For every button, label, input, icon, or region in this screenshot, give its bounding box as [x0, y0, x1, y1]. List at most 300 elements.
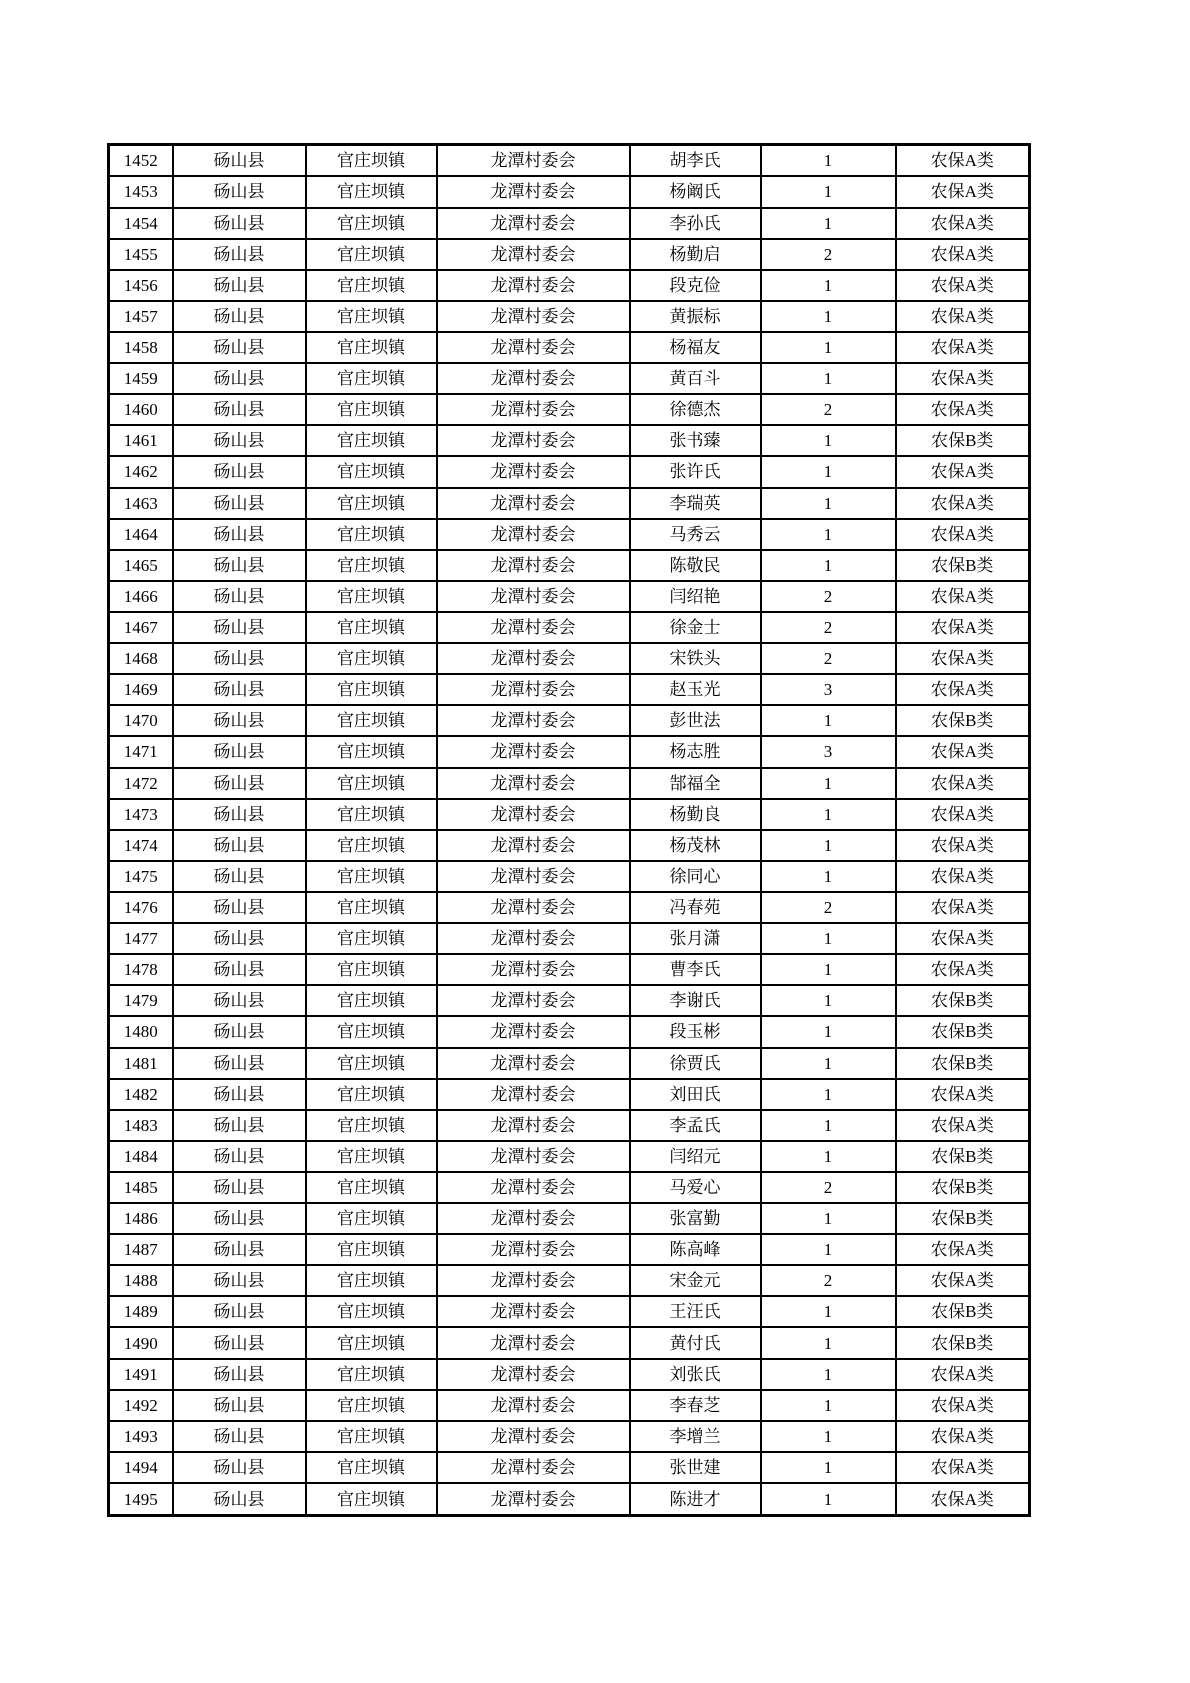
cell-town: 官庄坝镇	[306, 1016, 437, 1047]
cell-village: 龙潭村委会	[437, 985, 630, 1016]
cell-name: 闫绍元	[630, 1141, 761, 1172]
cell-town: 官庄坝镇	[306, 332, 437, 363]
cell-name: 黄百斗	[630, 363, 761, 394]
table-row	[109, 985, 1030, 1016]
cell-town: 官庄坝镇	[306, 1359, 437, 1390]
table-row	[109, 425, 1030, 456]
cell-serial: 1486	[109, 1203, 173, 1234]
cell-county: 砀山县	[173, 643, 306, 674]
table-row	[109, 923, 1030, 954]
cell-county: 砀山县	[173, 456, 306, 487]
cell-category: 农保A类	[896, 301, 1030, 332]
cell-serial: 1463	[109, 488, 173, 519]
cell-town: 官庄坝镇	[306, 581, 437, 612]
cell-name: 李增兰	[630, 1421, 761, 1452]
cell-serial: 1466	[109, 581, 173, 612]
table-row	[109, 145, 1030, 177]
cell-county: 砀山县	[173, 736, 306, 767]
cell-serial: 1462	[109, 456, 173, 487]
cell-serial: 1465	[109, 550, 173, 581]
cell-name: 张世建	[630, 1452, 761, 1483]
cell-town: 官庄坝镇	[306, 1452, 437, 1483]
cell-county: 砀山县	[173, 861, 306, 892]
table-row	[109, 1327, 1030, 1358]
cell-category: 农保A类	[896, 612, 1030, 643]
cell-category: 农保A类	[896, 1234, 1030, 1265]
table-row	[109, 239, 1030, 270]
cell-county: 砀山县	[173, 892, 306, 923]
cell-name: 黄振标	[630, 301, 761, 332]
cell-town: 官庄坝镇	[306, 456, 437, 487]
cell-village: 龙潭村委会	[437, 892, 630, 923]
cell-village: 龙潭村委会	[437, 1265, 630, 1296]
table-row	[109, 363, 1030, 394]
cell-serial: 1456	[109, 270, 173, 301]
cell-count: 2	[761, 239, 896, 270]
cell-village: 龙潭村委会	[437, 176, 630, 207]
table-row	[109, 1390, 1030, 1421]
cell-county: 砀山县	[173, 768, 306, 799]
cell-village: 龙潭村委会	[437, 1452, 630, 1483]
cell-county: 砀山县	[173, 394, 306, 425]
cell-category: 农保B类	[896, 1016, 1030, 1047]
cell-name: 张富勤	[630, 1203, 761, 1234]
cell-count: 1	[761, 923, 896, 954]
cell-name: 杨福友	[630, 332, 761, 363]
cell-village: 龙潭村委会	[437, 861, 630, 892]
cell-town: 官庄坝镇	[306, 425, 437, 456]
cell-serial: 1454	[109, 208, 173, 239]
cell-name: 胡李氏	[630, 145, 761, 177]
cell-serial: 1474	[109, 830, 173, 861]
cell-category: 农保A类	[896, 394, 1030, 425]
cell-county: 砀山县	[173, 1421, 306, 1452]
cell-county: 砀山县	[173, 1359, 306, 1390]
cell-serial: 1468	[109, 643, 173, 674]
cell-county: 砀山县	[173, 1079, 306, 1110]
cell-category: 农保B类	[896, 550, 1030, 581]
cell-count: 1	[761, 1110, 896, 1141]
cell-county: 砀山县	[173, 145, 306, 177]
cell-name: 杨阚氏	[630, 176, 761, 207]
cell-name: 曹李氏	[630, 954, 761, 985]
cell-serial: 1472	[109, 768, 173, 799]
cell-village: 龙潭村委会	[437, 456, 630, 487]
cell-town: 官庄坝镇	[306, 550, 437, 581]
cell-village: 龙潭村委会	[437, 923, 630, 954]
cell-category: 农保B类	[896, 1141, 1030, 1172]
cell-name: 彭世法	[630, 705, 761, 736]
table-row	[109, 488, 1030, 519]
table-row	[109, 736, 1030, 767]
cell-town: 官庄坝镇	[306, 861, 437, 892]
cell-village: 龙潭村委会	[437, 1234, 630, 1265]
cell-category: 农保A类	[896, 674, 1030, 705]
cell-count: 2	[761, 892, 896, 923]
cell-town: 官庄坝镇	[306, 705, 437, 736]
cell-category: 农保A类	[896, 830, 1030, 861]
cell-category: 农保A类	[896, 1110, 1030, 1141]
cell-count: 1	[761, 208, 896, 239]
cell-category: 农保A类	[896, 519, 1030, 550]
cell-village: 龙潭村委会	[437, 1483, 630, 1515]
cell-village: 龙潭村委会	[437, 705, 630, 736]
table-row	[109, 456, 1030, 487]
cell-category: 农保B类	[896, 1327, 1030, 1358]
cell-county: 砀山县	[173, 425, 306, 456]
cell-county: 砀山县	[173, 176, 306, 207]
cell-category: 农保A类	[896, 1079, 1030, 1110]
table-row	[109, 301, 1030, 332]
cell-serial: 1477	[109, 923, 173, 954]
cell-serial: 1484	[109, 1141, 173, 1172]
cell-county: 砀山县	[173, 550, 306, 581]
cell-county: 砀山县	[173, 581, 306, 612]
cell-count: 1	[761, 705, 896, 736]
cell-serial: 1482	[109, 1079, 173, 1110]
cell-serial: 1493	[109, 1421, 173, 1452]
table-row	[109, 332, 1030, 363]
cell-village: 龙潭村委会	[437, 1296, 630, 1327]
cell-village: 龙潭村委会	[437, 1359, 630, 1390]
cell-count: 1	[761, 1390, 896, 1421]
table-row	[109, 1452, 1030, 1483]
cell-serial: 1478	[109, 954, 173, 985]
cell-county: 砀山县	[173, 799, 306, 830]
cell-name: 闫绍艳	[630, 581, 761, 612]
cell-serial: 1490	[109, 1327, 173, 1358]
cell-village: 龙潭村委会	[437, 581, 630, 612]
cell-town: 官庄坝镇	[306, 1265, 437, 1296]
cell-category: 农保A类	[896, 581, 1030, 612]
cell-serial: 1464	[109, 519, 173, 550]
cell-count: 1	[761, 270, 896, 301]
cell-county: 砀山县	[173, 1203, 306, 1234]
table-row	[109, 1203, 1030, 1234]
cell-name: 段玉彬	[630, 1016, 761, 1047]
table-row	[109, 861, 1030, 892]
table-row	[109, 674, 1030, 705]
cell-town: 官庄坝镇	[306, 1421, 437, 1452]
cell-name: 杨勤良	[630, 799, 761, 830]
table-row	[109, 1172, 1030, 1203]
table-body	[109, 145, 1030, 1516]
table-row	[109, 270, 1030, 301]
cell-count: 1	[761, 550, 896, 581]
cell-name: 徐贾氏	[630, 1048, 761, 1079]
cell-count: 1	[761, 1141, 896, 1172]
cell-village: 龙潭村委会	[437, 208, 630, 239]
cell-name: 宋铁头	[630, 643, 761, 674]
cell-village: 龙潭村委会	[437, 425, 630, 456]
cell-county: 砀山县	[173, 1390, 306, 1421]
cell-category: 农保B类	[896, 1048, 1030, 1079]
cell-serial: 1455	[109, 239, 173, 270]
cell-count: 1	[761, 332, 896, 363]
cell-name: 杨勤启	[630, 239, 761, 270]
table-row	[109, 1234, 1030, 1265]
cell-serial: 1473	[109, 799, 173, 830]
cell-serial: 1488	[109, 1265, 173, 1296]
cell-category: 农保A类	[896, 456, 1030, 487]
cell-county: 砀山县	[173, 830, 306, 861]
cell-village: 龙潭村委会	[437, 270, 630, 301]
cell-county: 砀山县	[173, 1110, 306, 1141]
cell-town: 官庄坝镇	[306, 1203, 437, 1234]
table-row	[109, 208, 1030, 239]
cell-count: 1	[761, 425, 896, 456]
cell-serial: 1453	[109, 176, 173, 207]
cell-category: 农保A类	[896, 176, 1030, 207]
table-row	[109, 1141, 1030, 1172]
cell-category: 农保A类	[896, 239, 1030, 270]
table-row	[109, 1048, 1030, 1079]
cell-serial: 1485	[109, 1172, 173, 1203]
cell-town: 官庄坝镇	[306, 176, 437, 207]
cell-count: 1	[761, 985, 896, 1016]
cell-village: 龙潭村委会	[437, 612, 630, 643]
cell-serial: 1492	[109, 1390, 173, 1421]
cell-name: 李孙氏	[630, 208, 761, 239]
cell-county: 砀山县	[173, 301, 306, 332]
cell-county: 砀山县	[173, 1048, 306, 1079]
cell-name: 徐同心	[630, 861, 761, 892]
cell-county: 砀山县	[173, 985, 306, 1016]
cell-county: 砀山县	[173, 519, 306, 550]
cell-name: 刘张氏	[630, 1359, 761, 1390]
cell-county: 砀山县	[173, 1483, 306, 1515]
cell-serial: 1491	[109, 1359, 173, 1390]
cell-village: 龙潭村委会	[437, 1110, 630, 1141]
cell-count: 1	[761, 456, 896, 487]
cell-count: 3	[761, 674, 896, 705]
cell-town: 官庄坝镇	[306, 1483, 437, 1515]
cell-count: 1	[761, 363, 896, 394]
cell-town: 官庄坝镇	[306, 892, 437, 923]
cell-category: 农保A类	[896, 643, 1030, 674]
cell-town: 官庄坝镇	[306, 363, 437, 394]
table-row	[109, 1265, 1030, 1296]
cell-category: 农保A类	[896, 145, 1030, 177]
cell-county: 砀山县	[173, 705, 306, 736]
cell-town: 官庄坝镇	[306, 643, 437, 674]
table-row	[109, 1079, 1030, 1110]
table-row	[109, 954, 1030, 985]
table-row	[109, 799, 1030, 830]
cell-town: 官庄坝镇	[306, 270, 437, 301]
cell-town: 官庄坝镇	[306, 1296, 437, 1327]
cell-village: 龙潭村委会	[437, 674, 630, 705]
cell-count: 1	[761, 1203, 896, 1234]
cell-town: 官庄坝镇	[306, 1079, 437, 1110]
cell-serial: 1480	[109, 1016, 173, 1047]
cell-village: 龙潭村委会	[437, 736, 630, 767]
cell-count: 2	[761, 612, 896, 643]
cell-county: 砀山县	[173, 612, 306, 643]
table-row	[109, 1483, 1030, 1515]
cell-count: 1	[761, 145, 896, 177]
cell-category: 农保B类	[896, 1172, 1030, 1203]
cell-category: 农保B类	[896, 985, 1030, 1016]
cell-count: 1	[761, 1327, 896, 1358]
cell-town: 官庄坝镇	[306, 301, 437, 332]
cell-count: 1	[761, 954, 896, 985]
table-row	[109, 1110, 1030, 1141]
cell-serial: 1495	[109, 1483, 173, 1515]
cell-category: 农保A类	[896, 270, 1030, 301]
cell-village: 龙潭村委会	[437, 145, 630, 177]
cell-town: 官庄坝镇	[306, 1390, 437, 1421]
cell-name: 徐德杰	[630, 394, 761, 425]
cell-name: 王汪氏	[630, 1296, 761, 1327]
cell-village: 龙潭村委会	[437, 768, 630, 799]
cell-county: 砀山县	[173, 923, 306, 954]
cell-name: 李瑞英	[630, 488, 761, 519]
table-row	[109, 519, 1030, 550]
cell-name: 马爱心	[630, 1172, 761, 1203]
cell-category: 农保A类	[896, 1483, 1030, 1515]
cell-town: 官庄坝镇	[306, 1048, 437, 1079]
cell-serial: 1461	[109, 425, 173, 456]
cell-name: 陈敬民	[630, 550, 761, 581]
cell-name: 李谢氏	[630, 985, 761, 1016]
cell-name: 张书臻	[630, 425, 761, 456]
cell-count: 1	[761, 861, 896, 892]
cell-serial: 1476	[109, 892, 173, 923]
cell-serial: 1470	[109, 705, 173, 736]
cell-name: 张许氏	[630, 456, 761, 487]
cell-county: 砀山县	[173, 1016, 306, 1047]
cell-village: 龙潭村委会	[437, 830, 630, 861]
cell-town: 官庄坝镇	[306, 1327, 437, 1358]
cell-category: 农保A类	[896, 1359, 1030, 1390]
table-row	[109, 705, 1030, 736]
cell-village: 龙潭村委会	[437, 1327, 630, 1358]
cell-town: 官庄坝镇	[306, 1141, 437, 1172]
cell-name: 陈高峰	[630, 1234, 761, 1265]
cell-name: 杨志胜	[630, 736, 761, 767]
cell-count: 1	[761, 1421, 896, 1452]
cell-count: 1	[761, 1359, 896, 1390]
cell-category: 农保A类	[896, 1421, 1030, 1452]
cell-category: 农保A类	[896, 892, 1030, 923]
cell-town: 官庄坝镇	[306, 768, 437, 799]
cell-count: 1	[761, 1048, 896, 1079]
cell-town: 官庄坝镇	[306, 674, 437, 705]
cell-village: 龙潭村委会	[437, 519, 630, 550]
cell-town: 官庄坝镇	[306, 488, 437, 519]
cell-town: 官庄坝镇	[306, 1172, 437, 1203]
cell-village: 龙潭村委会	[437, 1390, 630, 1421]
cell-count: 2	[761, 1265, 896, 1296]
cell-serial: 1467	[109, 612, 173, 643]
cell-serial: 1460	[109, 394, 173, 425]
cell-name: 冯春苑	[630, 892, 761, 923]
cell-county: 砀山县	[173, 1327, 306, 1358]
cell-town: 官庄坝镇	[306, 985, 437, 1016]
cell-village: 龙潭村委会	[437, 1141, 630, 1172]
cell-name: 徐金士	[630, 612, 761, 643]
cell-category: 农保A类	[896, 861, 1030, 892]
table-row	[109, 768, 1030, 799]
cell-serial: 1475	[109, 861, 173, 892]
cell-village: 龙潭村委会	[437, 1421, 630, 1452]
cell-village: 龙潭村委会	[437, 488, 630, 519]
cell-category: 农保A类	[896, 768, 1030, 799]
cell-category: 农保A类	[896, 736, 1030, 767]
cell-category: 农保A类	[896, 799, 1030, 830]
cell-village: 龙潭村委会	[437, 1172, 630, 1203]
cell-category: 农保A类	[896, 1390, 1030, 1421]
cell-county: 砀山县	[173, 270, 306, 301]
table-row	[109, 1359, 1030, 1390]
cell-name: 李春芝	[630, 1390, 761, 1421]
cell-category: 农保B类	[896, 1296, 1030, 1327]
cell-name: 赵玉光	[630, 674, 761, 705]
table-row	[109, 176, 1030, 207]
cell-serial: 1459	[109, 363, 173, 394]
cell-serial: 1489	[109, 1296, 173, 1327]
cell-count: 1	[761, 768, 896, 799]
cell-count: 1	[761, 830, 896, 861]
cell-name: 宋金元	[630, 1265, 761, 1296]
cell-town: 官庄坝镇	[306, 394, 437, 425]
cell-town: 官庄坝镇	[306, 208, 437, 239]
cell-town: 官庄坝镇	[306, 239, 437, 270]
cell-category: 农保A类	[896, 363, 1030, 394]
cell-county: 砀山县	[173, 332, 306, 363]
cell-serial: 1471	[109, 736, 173, 767]
cell-serial: 1479	[109, 985, 173, 1016]
cell-county: 砀山县	[173, 954, 306, 985]
cell-count: 1	[761, 1296, 896, 1327]
cell-village: 龙潭村委会	[437, 332, 630, 363]
cell-category: 农保A类	[896, 1265, 1030, 1296]
cell-village: 龙潭村委会	[437, 239, 630, 270]
cell-village: 龙潭村委会	[437, 1016, 630, 1047]
cell-name: 段克俭	[630, 270, 761, 301]
cell-town: 官庄坝镇	[306, 799, 437, 830]
cell-count: 1	[761, 301, 896, 332]
cell-category: 农保A类	[896, 923, 1030, 954]
cell-town: 官庄坝镇	[306, 519, 437, 550]
cell-county: 砀山县	[173, 1452, 306, 1483]
cell-county: 砀山县	[173, 363, 306, 394]
cell-category: 农保A类	[896, 488, 1030, 519]
cell-name: 杨茂林	[630, 830, 761, 861]
cell-count: 1	[761, 519, 896, 550]
cell-name: 李孟氏	[630, 1110, 761, 1141]
cell-count: 1	[761, 1452, 896, 1483]
cell-county: 砀山县	[173, 674, 306, 705]
cell-count: 1	[761, 1234, 896, 1265]
cell-serial: 1457	[109, 301, 173, 332]
table-row	[109, 892, 1030, 923]
cell-serial: 1469	[109, 674, 173, 705]
table-row	[109, 830, 1030, 861]
table-row	[109, 1016, 1030, 1047]
cell-town: 官庄坝镇	[306, 612, 437, 643]
cell-count: 2	[761, 581, 896, 612]
cell-category: 农保A类	[896, 208, 1030, 239]
cell-county: 砀山县	[173, 208, 306, 239]
cell-count: 1	[761, 1016, 896, 1047]
cell-category: 农保A类	[896, 1452, 1030, 1483]
cell-county: 砀山县	[173, 1172, 306, 1203]
cell-county: 砀山县	[173, 1141, 306, 1172]
cell-village: 龙潭村委会	[437, 550, 630, 581]
cell-serial: 1481	[109, 1048, 173, 1079]
